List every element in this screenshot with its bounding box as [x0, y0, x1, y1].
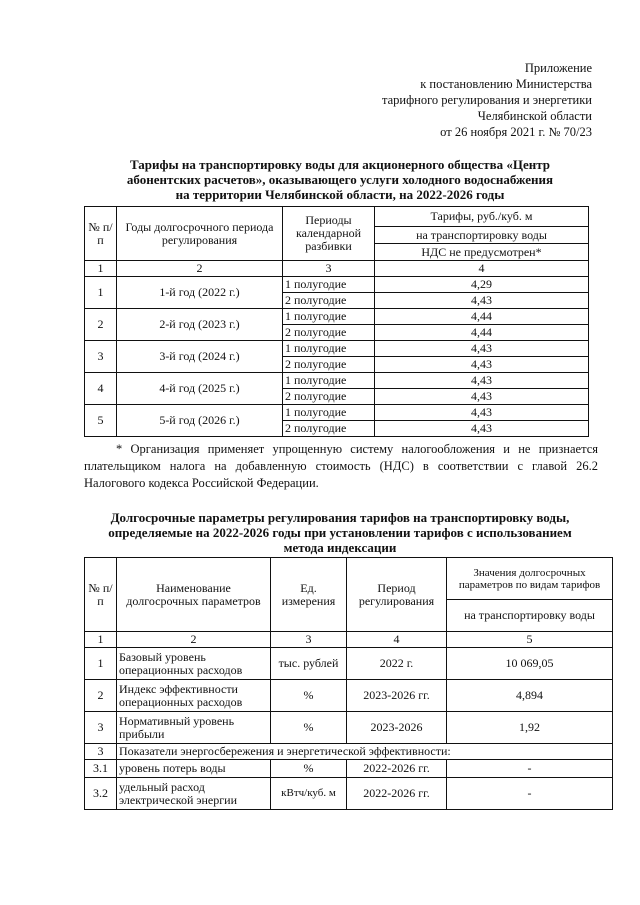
row-value: 4,43 — [375, 293, 589, 309]
row-num: 3 — [85, 712, 117, 744]
header-unit: Ед. измерения — [271, 558, 347, 632]
appendix-line: Челябинской области — [477, 109, 592, 123]
header-vat: НДС не предусмотрен* — [375, 244, 589, 261]
row-unit: % — [271, 680, 347, 712]
row-value: 4,43 — [375, 405, 589, 421]
row-value: 4,43 — [375, 389, 589, 405]
row-year: 1-й год (2022 г.) — [117, 277, 283, 309]
col-number: 1 — [85, 632, 117, 648]
row-unit: кВтч/куб. м — [271, 778, 347, 810]
title-line: метода индексации — [283, 540, 397, 555]
header-values: Значения долгосрочных параметров по видам тарифов — [447, 558, 613, 600]
row-period: 2023-2026 — [347, 712, 447, 744]
row-num: 2 — [85, 309, 117, 341]
row-period: 1 полугодие — [283, 341, 375, 357]
row-name: уровень потерь воды — [117, 760, 271, 778]
row-value: 4,29 — [375, 277, 589, 293]
row-num: 1 — [85, 277, 117, 309]
col-number: 5 — [447, 632, 613, 648]
appendix-header — [330, 60, 592, 140]
row-name: Нормативный уровень прибыли — [117, 712, 271, 744]
row-value: 4,43 — [375, 373, 589, 389]
header-tariffs: Тарифы, руб./куб. м — [375, 207, 589, 227]
row-num: 2 — [85, 680, 117, 712]
params-title — [70, 510, 610, 555]
header-years: Годы долгосрочного периода регулирования — [117, 207, 283, 261]
row-unit: тыс. рублей — [271, 648, 347, 680]
row-value: 4,43 — [375, 421, 589, 437]
col-number: 3 — [271, 632, 347, 648]
footnote-text: * Организация применяет упрощенную систему налогообложения и не признается плательщиком налога на добавленную стоимость (НДС) в соответствии с главой 26.2 Налогового кодекса Российской Федерации. — [84, 442, 598, 490]
row-value: 4,894 — [447, 680, 613, 712]
row-period: 2023-2026 гг. — [347, 680, 447, 712]
table-row — [85, 648, 613, 680]
row-period: 1 полугодие — [283, 405, 375, 421]
row-value: 1,92 — [447, 712, 613, 744]
table-row — [85, 778, 613, 810]
table-row — [85, 373, 589, 389]
col-number: 2 — [117, 261, 283, 277]
col-number: 3 — [283, 261, 375, 277]
tariffs-title — [90, 157, 590, 202]
table-row — [85, 712, 613, 744]
row-period: 2 полугодие — [283, 421, 375, 437]
col-number: 1 — [85, 261, 117, 277]
row-unit: % — [271, 760, 347, 778]
title-line: определяемые на 2022-2026 годы при установлении тарифов с использованием — [108, 525, 572, 540]
row-year: 2-й год (2023 г.) — [117, 309, 283, 341]
row-num: 5 — [85, 405, 117, 437]
title-line: Долгосрочные параметры регулирования тарифов на транспортировку воды, — [110, 510, 570, 525]
col-number: 2 — [117, 632, 271, 648]
table-row — [85, 405, 589, 421]
row-year: 4-й год (2025 г.) — [117, 373, 283, 405]
row-value: 4,44 — [375, 309, 589, 325]
row-unit: % — [271, 712, 347, 744]
table-row — [85, 341, 589, 357]
title-line: Тарифы на транспортировку воды для акционерного общества «Центр — [129, 157, 551, 172]
header-transport: на транспортировку воды — [375, 227, 589, 244]
row-period: 1 полугодие — [283, 309, 375, 325]
vat-footnote — [84, 441, 598, 492]
row-num: 3 — [85, 341, 117, 373]
appendix-line: Приложение — [524, 61, 592, 75]
table-row — [85, 309, 589, 325]
row-period: 1 полугодие — [283, 373, 375, 389]
section-row — [85, 744, 613, 760]
section-label: Показатели энергосбережения и энергетической эффективности: — [117, 744, 613, 760]
row-period: 2022 г. — [347, 648, 447, 680]
row-num: 3.1 — [85, 760, 117, 778]
row-year: 5-й год (2026 г.) — [117, 405, 283, 437]
section-num: 3 — [85, 744, 117, 760]
table-row — [85, 760, 613, 778]
title-line: абонентских расчетов», оказывающего услуги холодного водоснабжения — [126, 172, 554, 187]
row-period: 2022-2026 гг. — [347, 760, 447, 778]
header-period: Период регулирования — [347, 558, 447, 632]
table-row — [85, 277, 589, 293]
header-transport: на транспортировку воды — [447, 600, 613, 632]
tariffs-table — [84, 206, 589, 437]
appendix-line: к постановлению Министерства — [420, 77, 592, 91]
row-name: Базовый уровень операционных расходов — [117, 648, 271, 680]
params-table — [84, 557, 613, 810]
row-name: удельный расход электрической энергии — [117, 778, 271, 810]
row-period: 2 полугодие — [283, 293, 375, 309]
row-value: 4,44 — [375, 325, 589, 341]
title-line: на территории Челябинской области, на 2022-2026 годы — [175, 187, 505, 202]
col-number: 4 — [375, 261, 589, 277]
row-period: 1 полугодие — [283, 277, 375, 293]
row-num: 1 — [85, 648, 117, 680]
row-period: 2 полугодие — [283, 325, 375, 341]
row-num: 4 — [85, 373, 117, 405]
row-year: 3-й год (2024 г.) — [117, 341, 283, 373]
appendix-line: тарифного регулирования и энергетики — [381, 93, 592, 107]
table-row — [85, 680, 613, 712]
row-name: Индекс эффективности операционных расходов — [117, 680, 271, 712]
row-period: 2022-2026 гг. — [347, 778, 447, 810]
row-value: 4,43 — [375, 357, 589, 373]
row-value: 4,43 — [375, 341, 589, 357]
row-num: 3.2 — [85, 778, 117, 810]
header-num: № п/п — [85, 558, 117, 632]
appendix-line: от 26 ноября 2021 г. № 70/23 — [440, 125, 592, 139]
header-periods: Периоды календарной разбивки — [283, 207, 375, 261]
col-number: 4 — [347, 632, 447, 648]
row-period: 2 полугодие — [283, 389, 375, 405]
row-value: - — [447, 778, 613, 810]
row-value: - — [447, 760, 613, 778]
header-name: Наименование долгосрочных параметров — [117, 558, 271, 632]
row-value: 10 069,05 — [447, 648, 613, 680]
row-period: 2 полугодие — [283, 357, 375, 373]
header-num: № п/п — [85, 207, 117, 261]
